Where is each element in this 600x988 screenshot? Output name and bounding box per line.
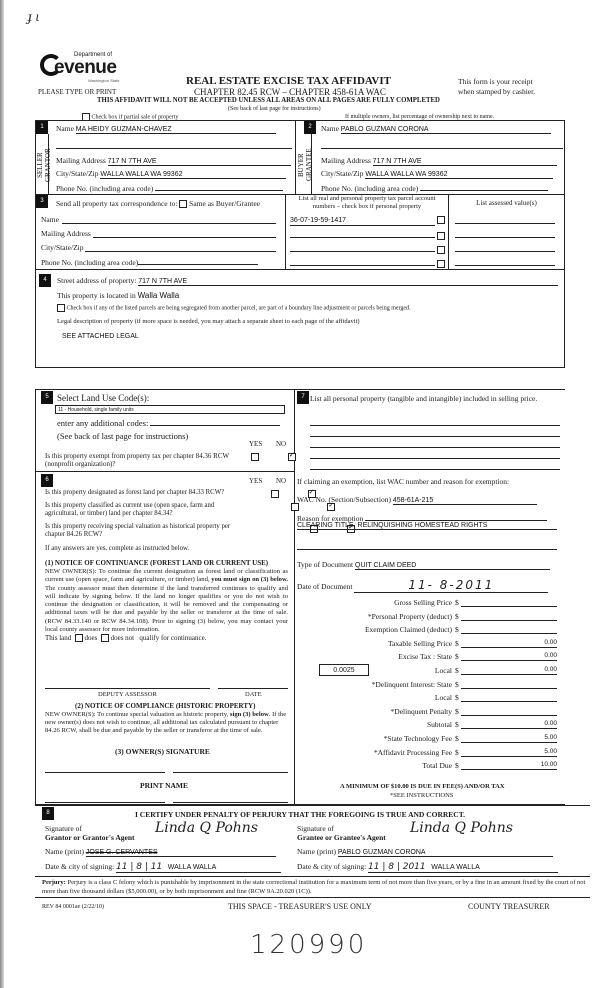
financial-value-field[interactable]: 0.00: [461, 639, 557, 648]
parcel-row: [290, 229, 445, 240]
personal-property-line[interactable]: [310, 469, 560, 470]
legal-description[interactable]: SEE ATTACHED LEGAL: [62, 333, 139, 340]
divider: [35, 805, 590, 806]
segregated-row: [57, 304, 411, 312]
historic-question: Is this property receiving special valuation as historical property per chapter 84.26 RCW?: [45, 523, 231, 538]
financial-label: Local: [434, 693, 452, 703]
currency-symbol: $: [455, 598, 459, 607]
section-5-badge: 5: [41, 391, 53, 404]
currency-symbol: $: [455, 625, 459, 635]
deputy-assessor-label: DEPUTY ASSESSOR: [98, 691, 157, 698]
receipt-note-2: when stamped by cashier.: [458, 87, 536, 96]
assessed-value-field[interactable]: [455, 237, 555, 238]
seller-city-field[interactable]: WALLA WALLA WA 99362: [100, 171, 286, 179]
currency-symbol: $: [455, 720, 459, 730]
buyer-mailing-row: [321, 156, 557, 166]
buyer-phone-field[interactable]: [420, 183, 548, 191]
local-rate-field[interactable]: 0.0025: [319, 664, 369, 676]
financial-label: Excise Tax : State: [398, 652, 452, 662]
form-title: REAL ESTATE EXCISE TAX AFFIDAVIT: [186, 75, 391, 87]
legal-label: Legal description of property (if more space is needed, you may attach a separate sheet to each page of the affidavit): [57, 318, 360, 325]
assessed-value-field[interactable]: [455, 265, 555, 266]
owner-signature-line-1[interactable]: [45, 772, 165, 773]
partial-sale-label: Check box if partial sale of property: [91, 114, 179, 121]
currency-symbol: $: [455, 652, 459, 662]
label: Date & city of signing:: [297, 862, 367, 871]
logo-name: evenue: [54, 57, 117, 78]
financial-label: *Delinquent Penalty: [390, 706, 452, 716]
located-row: [57, 291, 179, 300]
label: Name: [41, 215, 59, 224]
personal-property-checkbox[interactable]: [437, 260, 445, 268]
label: enter any additional codes:: [57, 418, 149, 428]
section-4-badge: 4: [39, 274, 51, 287]
text: NEW OWNER(S): To continue special valuation as historic property,: [45, 711, 230, 718]
label: Name (print): [297, 847, 336, 856]
yes-header: YES: [249, 477, 263, 485]
exempt-question: Is this property exempt from property tax per chapter 84.36 RCW (nonprofit organization)?: [45, 452, 229, 468]
corr-mailing-row: [41, 229, 91, 238]
seller-phone-row: [56, 183, 283, 193]
label: City/State/Zip: [56, 169, 99, 178]
no-header: NO: [276, 440, 287, 448]
financial-label: *Affidavit Processing Fee: [373, 747, 452, 757]
label: Name: [321, 124, 339, 133]
financial-value-field[interactable]: 0.00: [461, 720, 557, 729]
notice-compliance-text: [45, 711, 288, 735]
currency-symbol: $: [455, 693, 459, 703]
grantor-sig-label: Signature of: [45, 824, 82, 833]
financial-label: Total Due: [422, 761, 452, 771]
financial-label: Local: [434, 666, 452, 675]
see-back-note: (See back of last page for instructions): [228, 106, 321, 112]
grantee-sig-label: Signature of: [297, 824, 334, 833]
label: This land: [45, 634, 72, 642]
personal-property-checkbox[interactable]: [437, 232, 445, 240]
label: does not: [110, 634, 135, 642]
print-name-line-2[interactable]: [173, 802, 288, 803]
seller-side: [36, 134, 52, 194]
buyer-side: [297, 134, 312, 194]
segregated-label: Check box if any of the listed parcels are being segregated from another parcel, are part of a boundary line adjustment or parcels being merged.: [66, 305, 411, 312]
segregated-checkbox[interactable]: [57, 304, 65, 312]
grantee-name-field[interactable]: PABLO GUZMAN CORONA: [338, 849, 553, 857]
section-2-badge: 2: [304, 121, 316, 134]
buyer-city-row: [321, 169, 553, 179]
personal-property-line[interactable]: [310, 458, 560, 459]
label: Date & city of signing:: [45, 862, 115, 871]
divider: [35, 876, 590, 877]
exempt-yes-checkbox[interactable]: [251, 453, 259, 461]
corr-mailing-field[interactable]: [93, 237, 276, 238]
label: Phone No. (including area code): [41, 258, 139, 267]
doc-type-row: [297, 560, 550, 570]
corr-city-row: [41, 243, 84, 252]
corr-name-field[interactable]: [62, 223, 276, 224]
yes-header: YES: [249, 440, 263, 448]
grantor-city: WALLA WALLA: [167, 864, 217, 871]
text: NEW OWNER(S): To continue the current designation as forest land or classification as current use (open space, farm and agriculture, or timber) land,: [45, 568, 288, 584]
section-7-badge: 7: [297, 391, 309, 404]
treasurer-use-label: THIS SPACE - TREASURER'S USE ONLY: [228, 902, 372, 911]
financial-label: *Personal Property (deduct): [367, 611, 452, 621]
buyer-phone-row: [321, 183, 548, 193]
financial-value-field[interactable]: 10.00: [461, 761, 557, 770]
parcel-number-field[interactable]: [290, 257, 435, 266]
currency-symbol: $: [455, 734, 459, 743]
grantee-agent-label: Grantee or Grantee's Agent: [297, 833, 386, 842]
please-type: PLEASE TYPE OR PRINT: [38, 88, 117, 96]
buyer-name-field[interactable]: PABLO GUZMAN CORONA: [341, 126, 551, 134]
seller-grantor-label: SELLER GRANTOR: [36, 148, 52, 182]
owner-signature-title: (3) OWNER(S) SIGNATURE: [115, 747, 210, 756]
perjury-notice: [42, 879, 587, 896]
label: WAC No. (Section/Subsection): [297, 495, 391, 504]
qualify-row: [45, 634, 206, 642]
corr-city-field[interactable]: [85, 251, 276, 252]
financial-value-field[interactable]: 0.00: [461, 652, 557, 661]
label: Reason for exemption: [297, 514, 364, 523]
date-label: DATE: [245, 691, 262, 698]
street-row: [57, 276, 558, 286]
financial-value-field[interactable]: [461, 680, 557, 689]
no-header: NO: [276, 477, 287, 485]
currency-symbol: $: [455, 706, 459, 716]
seller-name-line2[interactable]: [56, 148, 292, 149]
does-not-checkbox[interactable]: [101, 634, 109, 642]
same-as-buyer-checkbox[interactable]: [179, 200, 187, 208]
financial-value-field[interactable]: [461, 707, 557, 716]
parcel-number-field[interactable]: [290, 229, 435, 238]
assessed-header: List assessed value(s): [476, 199, 537, 207]
grantee-date-row: [297, 862, 558, 873]
logo-state: Washington State: [88, 78, 120, 83]
currency-symbol: $: [455, 679, 459, 689]
handwritten-mark: ɟ ɩ: [28, 10, 40, 25]
additional-codes-field[interactable]: [150, 418, 280, 426]
label: This property is located in: [57, 291, 136, 300]
grantor-name-row: [45, 847, 276, 857]
notice-compliance-title: (2) NOTICE OF COMPLIANCE (HISTORIC PROPERTY): [75, 702, 256, 710]
currency-symbol: $: [455, 638, 459, 648]
reason-line-2[interactable]: [297, 549, 557, 550]
section-8-badge: 8: [42, 807, 54, 820]
buyer-city-field[interactable]: WALLA WALLA WA 99362: [365, 171, 553, 179]
section-6-badge: 6: [41, 474, 53, 487]
certify-statement: I CERTIFY UNDER PENALTY OF PERJURY THAT THE FOREGOING IS TRUE AND CORRECT.: [135, 810, 466, 819]
personal-property-checkbox[interactable]: [437, 246, 445, 254]
additional-codes-row: [57, 418, 280, 428]
notice-continuance-text: [45, 568, 288, 634]
financial-label: Taxable Selling Price: [387, 638, 452, 648]
corr-name-row: [41, 215, 59, 224]
personal-property-line[interactable]: [310, 447, 560, 448]
grantee-date-field[interactable]: [368, 862, 558, 873]
street-address-field[interactable]: 717 N 7TH AVE: [138, 278, 558, 286]
label: Phone No. (including area code): [321, 184, 419, 193]
section-3-badge: 3: [36, 195, 48, 208]
grantor-date-row: [45, 862, 281, 873]
receipt-note-1: This form is your receipt: [458, 77, 533, 86]
corr-phone-row: [41, 257, 258, 267]
divider: [35, 471, 294, 472]
does-checkbox[interactable]: [75, 634, 83, 642]
personal-property-checkbox[interactable]: [437, 216, 445, 224]
grantor-agent-label: Grantor or Grantor's Agent: [45, 833, 135, 842]
label: Phone No. (including area code): [56, 184, 154, 193]
divider: [35, 269, 565, 270]
text-bold: you must sign on (3) below.: [211, 576, 288, 584]
text: Perjury is a class C felony which is punishable by imprisonment in the state correctional institution for a maximum term of not more than five years, or by a fine in an amount fixed by the court of not more than five thousand dollars ($5,000.00), or by both imprisonment and fine (RCW 9A.20.020 (1C)).: [42, 879, 586, 895]
personal-property-title: List all personal property (tangible and intangible) included in selling price.: [310, 394, 538, 403]
exempt-no-checkbox[interactable]: [288, 453, 296, 461]
seller-name-field[interactable]: MA HEIDY GUZMAN-CHAVEZ: [76, 126, 276, 134]
seller-mailing-field[interactable]: 717 N 7TH AVE: [108, 158, 291, 166]
grantee-name-row: [297, 847, 553, 857]
financial-value-field[interactable]: 0.00: [461, 666, 557, 675]
label: qualify for continuance.: [139, 634, 207, 642]
doc-date-field[interactable]: 11- 8-2011: [354, 578, 548, 593]
financial-label: Exemption Claimed (deduct): [364, 625, 452, 635]
notice-continuance-title: (1) NOTICE OF CONTINUANCE (FOREST LAND OR CURRENT USE): [45, 559, 269, 567]
financial-label: *Delinquent Interest: State: [371, 679, 452, 689]
doc-date-row: [297, 578, 548, 593]
parcel-row: [290, 243, 445, 254]
parcel-row: [290, 257, 445, 268]
financial-value-field[interactable]: [461, 598, 557, 607]
wac-row: [297, 495, 537, 505]
label: does: [84, 634, 98, 642]
text: The county assessor must then determine if the land transferred continues to qualify and will indicate by signing below. If the land no longer qualifies or you do not wish to continue the designation or classification, it will be removed and the compensating or additional taxes will be due and payable by the seller or transferor at the time of sale. (RCW 84.33.140 or RCW 84.34.108). Prior to signing (3) below, you may contact your local county assessor for more information.: [45, 584, 288, 634]
grantor-date: 11 | 8 | 11: [116, 862, 163, 872]
financial-label: *State Technology Fee: [383, 734, 452, 743]
label: City/State/Zip: [321, 169, 364, 178]
label: Send all property tax correspondence to:: [56, 199, 178, 208]
corr-phone-field[interactable]: [138, 257, 258, 265]
seller-mailing-row: [56, 156, 291, 166]
label: Mailing Address: [41, 229, 91, 238]
reason-line[interactable]: [365, 513, 547, 521]
scan-edge: [0, 0, 4, 988]
buyer-name-line2[interactable]: [321, 148, 563, 149]
text-bold: Perjury:: [42, 879, 66, 886]
deputy-assessor-line[interactable]: [45, 688, 210, 689]
divider: [285, 194, 286, 269]
forest-yes-checkbox[interactable]: [271, 490, 279, 498]
financial-value-field[interactable]: [461, 693, 557, 702]
grantee-city: WALLA WALLA: [431, 864, 480, 871]
label: City/State/Zip: [41, 243, 84, 252]
send-correspondence: [56, 199, 260, 208]
buyer-name-row: [321, 124, 551, 134]
warning-text: THIS AFFIDAVIT WILL NOT BE ACCEPTED UNLESS ALL AREAS ON ALL PAGES ARE FULLY COMPLETED: [97, 97, 440, 104]
if-yes-note: If any answers are yes, complete as instructed below.: [45, 545, 190, 552]
financial-label: Subtotal: [426, 720, 452, 730]
same-as-buyer-label: Same as Buyer/Grantee: [189, 199, 260, 208]
seller-city-row: [56, 169, 286, 179]
currency-symbol: $: [455, 666, 459, 675]
grantor-signature[interactable]: Linda Q Pohns: [155, 820, 258, 836]
personal-property-line[interactable]: [310, 425, 560, 426]
print-name-line-1[interactable]: [45, 802, 165, 803]
divider: [448, 194, 449, 269]
land-use-title: Select Land Use Code(s):: [57, 393, 150, 403]
forest-land-question: Is this property designated as forest land per chapter 84.33 RCW?: [45, 489, 225, 496]
assessed-value-field[interactable]: [455, 223, 555, 224]
see-instructions: *SEE INSTRUCTIONS: [390, 792, 454, 799]
grantor-name-field[interactable]: JOSE G. CERVANTES: [86, 849, 276, 857]
label: Date of Document: [297, 582, 353, 591]
owner-signature-line-2[interactable]: [173, 772, 288, 773]
section-1-badge: 1: [36, 121, 48, 134]
financial-value-field[interactable]: [461, 625, 557, 634]
form-chapter: CHAPTER 82.45 RCW – CHAPTER 458-61A WAC: [194, 87, 386, 97]
assessed-value-field[interactable]: [455, 251, 555, 252]
reason-field[interactable]: CLEARING TITLE, RELINQUISHING HOMESTEAD RIGHTS: [297, 522, 557, 530]
financial-label: Gross Selling Price: [394, 598, 452, 607]
parcel-number-field[interactable]: [290, 243, 435, 252]
financial-value-field[interactable]: 5.00: [461, 748, 557, 757]
minimum-due-note: A MINIMUM OF $10.00 IS DUE IN FEE(S) AND/OR TAX: [340, 783, 505, 790]
form-revision: REV 84 0001ae (2/22/10): [42, 904, 105, 910]
deputy-date-line[interactable]: [218, 688, 288, 689]
divider: [35, 897, 590, 898]
buyer-mailing-field[interactable]: 717 N 7TH AVE: [373, 158, 557, 166]
personal-property-line[interactable]: [310, 436, 560, 437]
print-name-label: PRINT NAME: [140, 781, 188, 790]
currency-symbol: $: [455, 747, 459, 757]
located-in-value[interactable]: Walla Walla: [137, 291, 180, 300]
seller-name-row: [56, 124, 276, 134]
text-bold: sign (3) below: [229, 711, 269, 718]
parcel-number-field[interactable]: 36-07-19-59-1417: [290, 217, 435, 226]
dor-logo: [40, 50, 120, 92]
label: Mailing Address: [321, 156, 371, 165]
grantee-signature[interactable]: Linda Q Pohns: [410, 820, 513, 836]
grantee-date: 11 | 8 | 2011: [368, 862, 426, 872]
currency-symbol: $: [455, 761, 459, 771]
label: Street address of property:: [57, 276, 137, 285]
wac-number-field[interactable]: 458-61A-215: [393, 497, 537, 505]
buyer-grantee-label: BUYER GRANTEE: [297, 148, 313, 182]
parcel-row: [290, 215, 445, 226]
label: Name: [56, 124, 74, 133]
label: Mailing Address: [56, 156, 106, 165]
grantor-date-field[interactable]: [116, 862, 281, 873]
multiple-owners-note: If multiple owners, list percentage of ownership next to name.: [345, 114, 495, 120]
financial-value-field[interactable]: 5.00: [461, 734, 557, 743]
see-back-instructions: (See back of last page for instructions): [57, 431, 189, 441]
current-use-question: Is this property classified as current use (open space, farm and agricultural, or timber) land per chapter 84.34?: [45, 502, 215, 517]
land-use-code-select[interactable]: 11 - Household, single family units: [55, 405, 285, 414]
divider: [295, 120, 296, 194]
logo-dept: Department of: [74, 52, 113, 58]
seller-phone-field[interactable]: [155, 183, 283, 191]
doc-type-field[interactable]: QUIT CLAIM DEED: [355, 562, 550, 570]
currency-symbol: $: [455, 611, 459, 621]
parcel-header: List all real and personal property tax parcel account numbers – check box if personal property: [298, 195, 436, 210]
text: . If the new owner(s) does not wish to continue, all additional tax calculated pursuant to chapter 84.26 RCW, shall be due and payable by the seller or transferor at the time of sale.: [45, 711, 287, 734]
handwritten-number: 120990: [250, 930, 368, 960]
label: Type of Document: [297, 560, 354, 569]
label: Name (print): [45, 847, 84, 856]
county-treasurer-label: COUNTY TREASURER: [468, 902, 550, 911]
exemption-label: If claiming an exemption, list WAC number and reason for exemption:: [297, 477, 510, 486]
financial-value-field[interactable]: [461, 612, 557, 621]
